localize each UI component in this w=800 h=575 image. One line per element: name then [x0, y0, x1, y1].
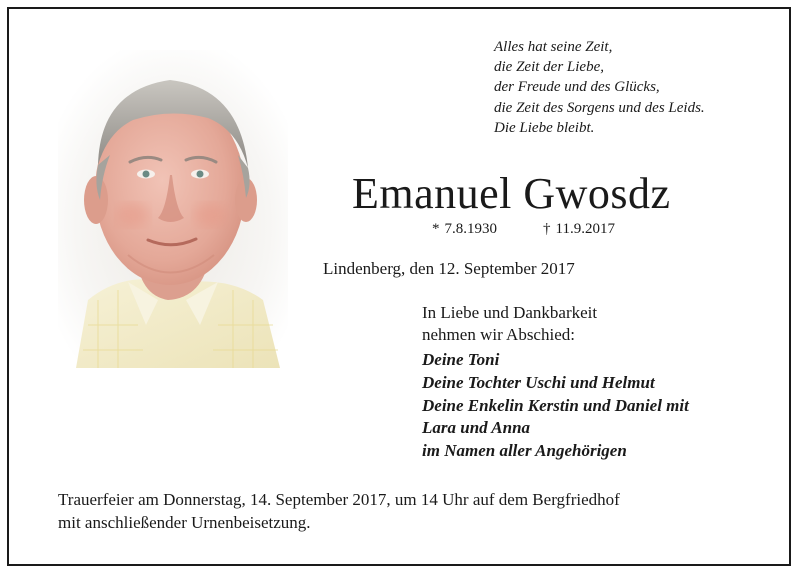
- mourner-line: Lara und Anna: [422, 418, 531, 438]
- death-date-value: 11.9.2017: [555, 221, 615, 237]
- intro-line: In Liebe und Dankbarkeit: [422, 303, 598, 322]
- mourner-line: Deine Enkelin Kerstin und Daniel mit: [422, 395, 689, 415]
- birth-date-value: 7.8.1930: [444, 221, 497, 237]
- poem-line: der Freude und des Glücks,: [494, 79, 660, 96]
- place-and-date: Lindenberg, den 12. September 2017: [323, 259, 575, 278]
- funeral-line: mit anschließender Urnenbeisetzung.: [58, 512, 311, 532]
- birth-date: [432, 219, 497, 239]
- star-icon: *: [432, 221, 440, 237]
- farewell-intro: [422, 302, 597, 346]
- poem-line: Die Liebe bleibt.: [494, 119, 595, 136]
- death-date: [543, 219, 615, 239]
- deceased-name: Emanuel Gwosdz: [352, 169, 671, 218]
- funeral-line: Trauerfeier am Donnerstag, 14. September 2017, um 14 Uhr auf dem Bergfriedhof: [58, 490, 620, 509]
- poem: [494, 37, 705, 138]
- poem-line: Alles hat seine Zeit,: [494, 39, 613, 55]
- cross-icon: †: [543, 221, 551, 237]
- mourner-line: Deine Toni: [422, 350, 500, 369]
- mourner-line: im Namen aller Angehörigen: [422, 441, 627, 461]
- poem-line: die Zeit der Liebe,: [494, 59, 604, 76]
- mourner-line: Deine Tochter Uschi und Helmut: [422, 372, 655, 392]
- funeral-info: [58, 489, 620, 534]
- mourners-list: [422, 349, 689, 463]
- poem-line: die Zeit des Sorgens und des Leids.: [494, 99, 705, 116]
- intro-line: nehmen wir Abschied:: [422, 325, 575, 344]
- portrait-photo: [58, 50, 288, 368]
